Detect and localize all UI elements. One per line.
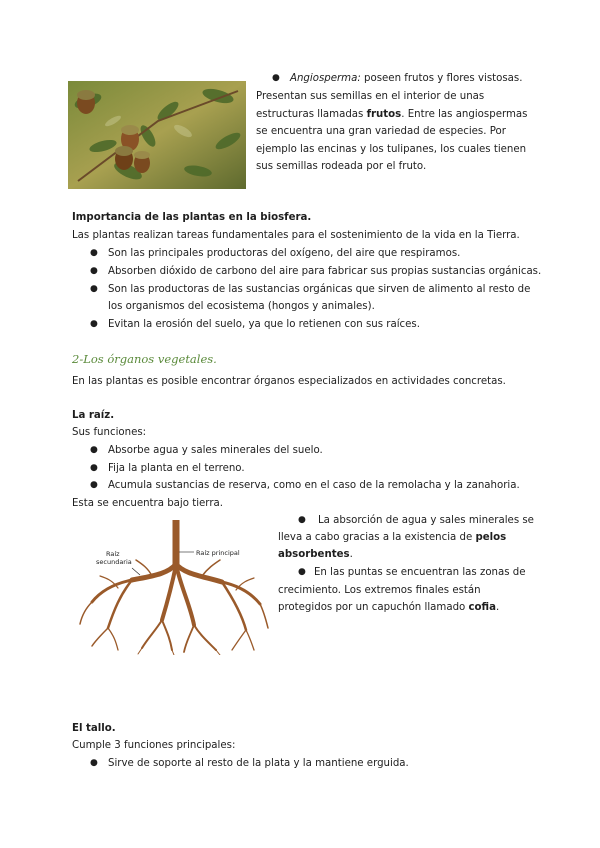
bullet-dot: ● [90,284,98,294]
root-title: La raíz. [72,410,115,421]
root-para1-line2 [278,529,506,547]
root-para1-text: lleva a cabo gracias a la existencia de [278,532,476,543]
importance-item: Absorben dióxido de carbono del aire para fabricar sus propias sustancias orgánicas. [108,266,542,277]
root-para1-line1: La absorción de agua y sales minerales se [318,515,534,526]
bullet-dot: ● [90,319,98,329]
importance-item: Son las principales productoras del oxígeno, del aire que respiramos. [108,248,461,259]
bullet-dot: ● [90,758,98,768]
importance-item-continued: los organismos del ecosistema (hongos y animales). [108,301,375,312]
top-line-3-bold: frutos [366,109,402,120]
diagram-label-secondary-root-2: secundaria [96,558,132,566]
top-line-3a: estructuras llamadas [256,109,367,120]
root-below-ground: Esta se encuentra bajo tierra. [72,498,223,509]
top-line-4: se encuentra una gran variedad de especies. Por [256,126,506,137]
organs-title: 2-Los órganos vegetales. [72,352,217,366]
angiosperm-text: poseen frutos y flores vistosas. [360,73,523,84]
root-item: Acumula sustancias de reserva, como en el caso de la remolacha y la zanahoria. [108,480,520,491]
oak-acorn-photo [68,81,246,189]
root-para1-end: . [349,549,353,560]
stem-item: Sirve de soporte al resto de la plata y la mantiene erguida. [108,758,409,769]
root-para2-bold: cofia [468,602,496,613]
top-line-5: ejemplo las encinas y los tulipanes, los cuales tienen [256,144,527,155]
root-para1-bold2: absorbentes [278,549,350,560]
bullet-dot: ● [272,73,280,83]
root-item: Fija la planta en el terreno. [108,463,245,474]
stem-intro: Cumple 3 funciones principales: [72,740,236,751]
importance-item: Evitan la erosión del suelo, ya que lo retienen con sus raíces. [108,319,420,330]
top-line-2: Presentan sus semillas en el interior de unas [256,91,485,102]
top-line-3 [256,106,527,124]
diagram-label-secondary-root-1: Raíz [106,550,120,558]
bullet-dot: ● [90,463,98,473]
root-para2-line3 [278,599,499,617]
root-para2-line1: En las puntas se encuentran las zonas de [314,567,526,578]
root-functions-label: Sus funciones: [72,427,147,438]
angiosperm-label: Angiosperma: [290,73,361,84]
root-para2-line2: crecimiento. Los extremos finales están [278,585,481,596]
root-para2-end: . [495,602,500,613]
bullet-dot: ● [90,480,98,490]
bullet-dot: ● [90,266,98,276]
root-para1-line3 [278,546,353,564]
organs-intro: En las plantas es posible encontrar órganos especializados en actividades concretas. [72,376,506,387]
bullet-dot: ● [90,445,98,455]
stem-title: El tallo. [72,723,116,734]
root-diagram [72,520,272,655]
importance-item: Son las productoras de las sustancias orgánicas que sirven de alimento al resto de [108,284,531,295]
angiosperm-line [290,70,522,88]
top-line-3b: . Entre las angiospermas [401,109,528,120]
root-para2-text: protegidos por un capuchón llamado [278,602,469,613]
bullet-dot: ● [90,248,98,258]
root-para1-bold: pelos [475,532,507,543]
importance-intro: Las plantas realizan tareas fundamentales para el sostenimiento de la vida en la Tierra. [72,230,520,241]
bullet-dot: ● [298,567,306,577]
root-item: Absorbe agua y sales minerales del suelo. [108,445,323,456]
bullet-dot: ● [298,515,306,525]
diagram-label-main-root: Raíz principal [196,549,240,557]
top-line-6: sus semillas rodeada por el fruto. [256,161,427,172]
importance-title: Importancia de las plantas en la biosfera. [72,212,312,223]
